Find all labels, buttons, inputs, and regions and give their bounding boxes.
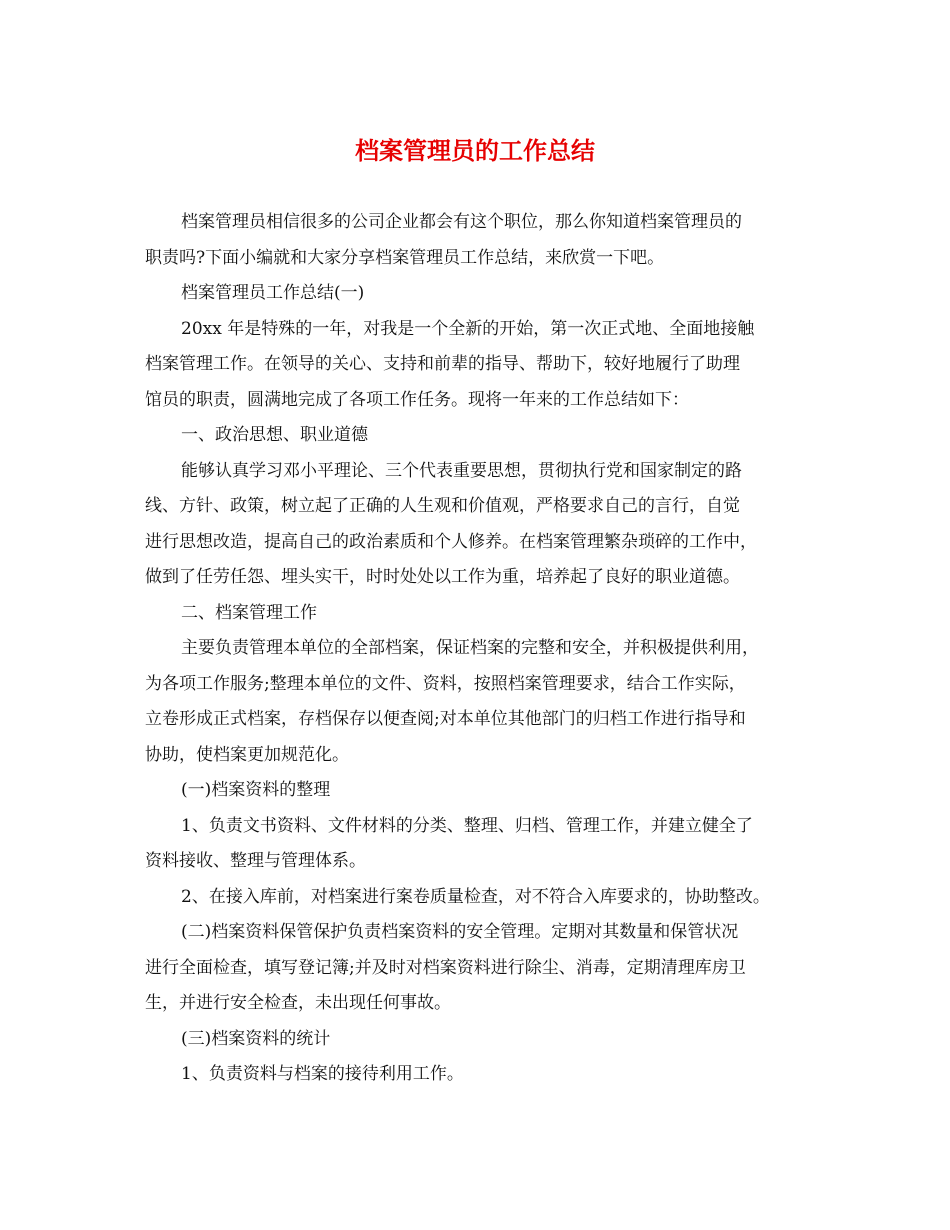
text-line: 档案管理员工作总结(一)	[181, 283, 365, 303]
text-line: 生，并进行安全检查，未出现任何事故。	[145, 993, 451, 1013]
text-line: (二)档案资料保管保护负责档案资料的安全管理。定期对其数量和保管状况	[181, 922, 739, 942]
text-line: 1、负责资料与档案的接待利用工作。	[181, 1064, 464, 1084]
text-line: 二、档案管理工作	[181, 602, 317, 623]
text-line: 档案管理员相信很多的公司企业都会有这个职位，那么你知道档案管理员的	[181, 212, 742, 232]
text-line: 2、在接入库前，对档案进行案卷质量检查，对不符合入库要求的，协助整改。	[181, 886, 770, 907]
text-line: (三)档案资料的统计	[181, 1028, 331, 1049]
text-line: 协助，使档案更加规范化。	[145, 744, 349, 765]
text-line: 为各项工作服务;整理本单位的文件、资料，按照档案管理要求，结合工作实际，	[145, 673, 746, 694]
text-line: 能够认真学习邓小平理论、三个代表重要思想，贯彻执行党和国家制定的路	[181, 460, 742, 481]
text-line: 一、政治思想、职业道德	[181, 425, 368, 445]
text-line: 馆员的职责，圆满地完成了各项工作任务。现将一年来的工作总结如下：	[145, 389, 689, 410]
document-body	[145, 205, 810, 1093]
text-line: 立卷形成正式档案，存档保存以便查阅;对本单位其他部门的归档工作进行指导和	[145, 709, 746, 729]
text-line: 线、方针、政策，树立起了正确的人生观和价值观，严格要求自己的言行，自觉	[145, 496, 740, 516]
text-line: 职责吗?下面小编就和大家分享档案管理员工作总结，来欣赏一下吧。	[145, 247, 665, 268]
text-line: 档案管理工作。在领导的关心、支持和前辈的指导、帮助下，较好地履行了助理	[145, 354, 740, 374]
text-line: 进行全面检查，填写登记簿;并及时对档案资料进行除尘、消毒，定期清理库房卫	[145, 957, 746, 978]
text-line: 资料接收、整理与管理体系。	[145, 851, 366, 871]
document-title: 档案管理员的工作总结	[355, 136, 595, 165]
text-line: (一)档案资料的整理	[181, 780, 331, 800]
text-line: 主要负责管理本单位的全部档案，保证档案的完整和安全，并积极提供利用，	[181, 638, 759, 658]
text-line: 做到了任劳任怨、埋头实干，时时处处以工作为重，培养起了良好的职业道德。	[145, 567, 740, 587]
text-line: 20xx 年是特殊的一年，对我是一个全新的开始，第一次正式地、全面地接触	[181, 318, 755, 339]
text-line: 1、负责文书资料、文件材料的分类、整理、归档、管理工作，并建立健全了	[181, 815, 753, 836]
text-line: 进行思想改造，提高自己的政治素质和个人修养。在档案管理繁杂琐碎的工作中，	[145, 531, 757, 552]
